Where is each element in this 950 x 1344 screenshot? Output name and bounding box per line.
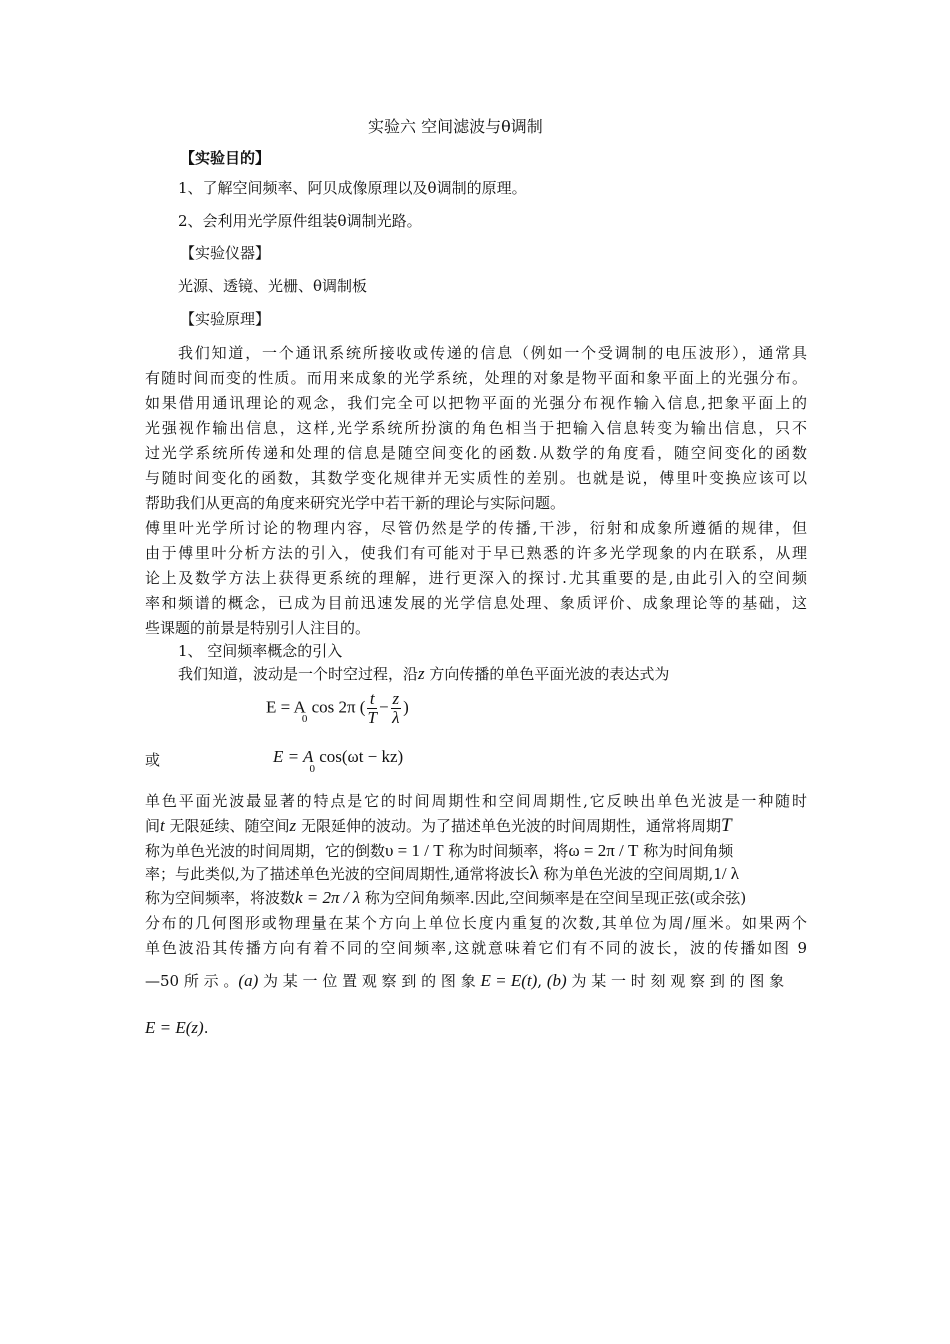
paragraph3-line: E = E(z). (145, 1018, 209, 1037)
paragraph3-line: 称为空间频率，将波数k = 2π / λ 称为空间角频率.因此,空间频率是在空间呈现正弦(或余弦) (145, 888, 747, 907)
paragraph2-line: 傅里叶光学所讨论的物理内容，尽管仍然是学的传播,干涉，衍射和成象所遵循的规律，但 (145, 519, 807, 537)
paragraph3-line: 率；与此类似,为了描述单色光波的空间周期性,通常将波长λ 称为单色光波的空间周期,1/ λ (145, 863, 740, 884)
wave-equation-1: $E = A_0$ cos 2π ( $\frac{t}{T}$ − $\frac{z}{\lambda}$ ) (266, 689, 409, 727)
paragraph3-line: —50 所 示 。(a) 为 某 一 位 置 观 察 到 的 图 象 E = E(t), (b) 为 某 一 时 刻 观 察 到 的 图 象 (145, 971, 785, 990)
paragraph1-line: 如果借用通讯理论的观念，我们完全可以把物平面的光强分布视作输入信息,把象平面上的 (145, 394, 807, 412)
paragraph3-line: 称为单色光波的时间周期，它的倒数υ = 1 / T 称为时间频率，将ω = 2π / T 称为时间角频 (145, 841, 734, 860)
principle-heading: 【实验原理】 (180, 310, 271, 328)
paragraph2-line: 些课题的前景是特别引人注目的。 (145, 619, 371, 637)
paragraph3-line: 单色波沿其传播方向有着不同的空间频率,这就意味着它们有不同的波长，波的传播如图 9 (145, 939, 807, 957)
wave-equation-2: $E = A_0$ cos(ωt − kz) (273, 747, 404, 775)
purpose-heading: 【实验目的】 (180, 149, 271, 167)
paragraph2-line: 论上及数学方法上获得更系统的理解，进行更深入的探讨.尤其重要的是,由此引入的空间频 (145, 569, 807, 587)
paragraph1-line: 帮助我们从更高的角度来研究光学中若干新的理论与实际问题。 (145, 494, 566, 512)
paragraph2-line: 率和频谱的概念，已成为目前迅速发展的光学信息处理、象质评价、成象理论等的基础，这 (145, 594, 807, 612)
paragraph1-line: 光强视作输出信息，这样,光学系统所扮演的角色相当于把输入信息转变为输出信息，只不 (145, 419, 807, 437)
paragraph1-line: 我们知道，一个通讯系统所接收或传递的信息（例如一个受调制的电压波形），通常具 (178, 344, 807, 362)
paragraph3-line: 分布的几何图形或物理量在某个方向上单位长度内重复的次数,其单位为周/厘米。如果两个 (145, 914, 807, 932)
apparatus-heading: 【实验仪器】 (180, 244, 271, 262)
paragraph2-line: 由于傅里叶分析方法的引入，使我们有可能对于早已熟悉的许多光学现象的内在联系，从理 (145, 544, 807, 562)
subsection-heading: 1、 空间频率概念的引入 (178, 642, 343, 660)
paragraph3-line: 单色平面光波最显著的特点是它的时间周期性和空间周期性,它反映出单色光波是一种随时 (145, 792, 807, 810)
paragraph3-line: 间t 无限延续、随空间z 无限延伸的波动。为了描述单色光波的时间周期性，通常将周期T (145, 815, 732, 836)
apparatus-text: 光源、透镜、光栅、θ调制板 (178, 277, 368, 295)
purpose-item-1: 1、了解空间频率、阿贝成像原理以及θ调制的原理。 (178, 179, 527, 197)
paragraph1-line: 过光学系统所传递和处理的信息是随空间变化的函数.从数学的角度看，随空间变化的函数 (145, 444, 807, 462)
purpose-item-2: 2、会利用光学原件组装θ调制光路。 (178, 212, 422, 230)
paragraph1-line: 与随时间变化的函数，其数学变化规律并无实质性的差别。也就是说，傅里叶变换应该可以 (145, 469, 807, 487)
or-label: 或 (145, 751, 161, 769)
paragraph1-line: 有随时间而变的性质。而用来成象的光学系统，处理的对象是物平面和象平面上的光强分布。 (145, 369, 807, 387)
intro-line: 我们知道，波动是一个时空过程，沿z 方向传播的单色平面光波的表达式为 (178, 664, 670, 683)
page-title: 实验六 空间滤波与θ调制 (368, 117, 543, 136)
